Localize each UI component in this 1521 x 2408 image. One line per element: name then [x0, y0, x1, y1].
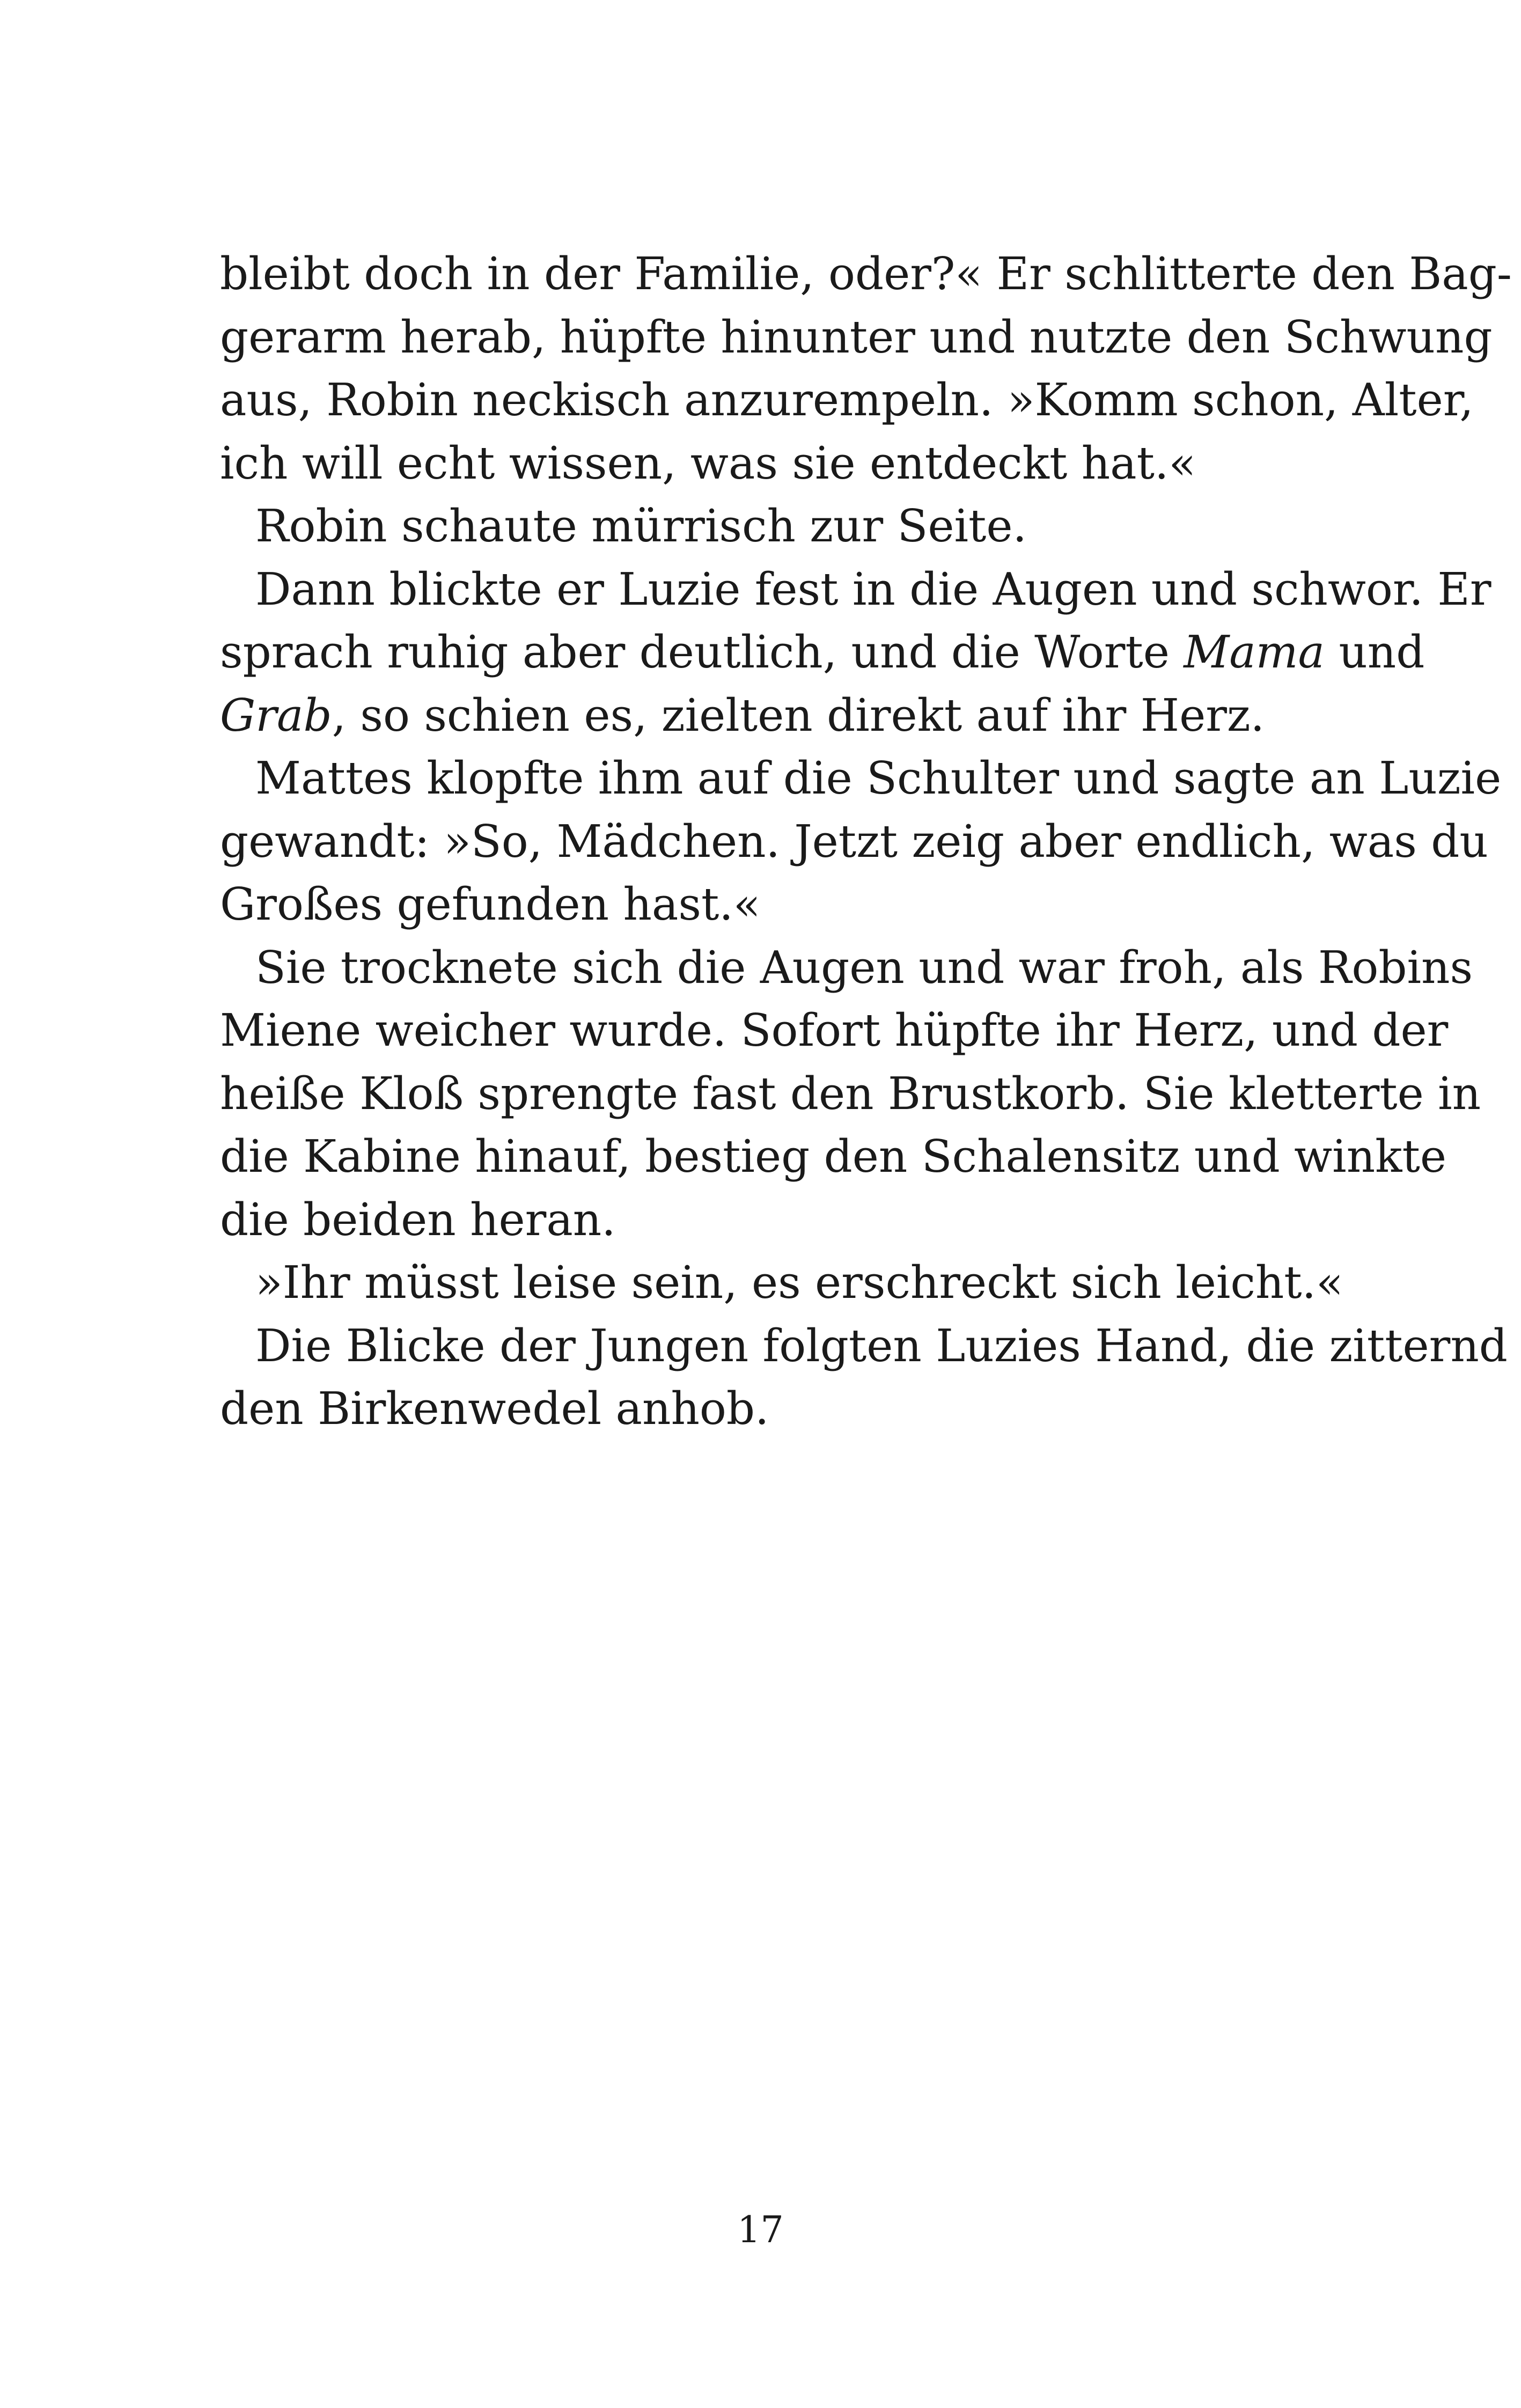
- text-line: aus, Robin neckisch anzurempeln. »Komm schon, Alter,: [220, 374, 1474, 426]
- text-line: Dann blickte er Luzie fest in die Augen und schwor. Er: [255, 563, 1491, 615]
- text-line: die beiden heran.: [220, 1193, 616, 1246]
- text-line: den Birkenwedel anhob.: [220, 1383, 769, 1435]
- text-line: ich will echt wissen, was sie entdeckt hat.«: [220, 437, 1196, 489]
- text-line: Grab, so schien es, zielten direkt auf ihr Herz.: [220, 689, 1265, 742]
- text-line: heiße Kloß sprengte fast den Brustkorb. Sie kletterte in: [220, 1067, 1481, 1120]
- emphasized-word: Grab: [220, 689, 332, 742]
- text-line: die Kabine hinauf, bestieg den Schalensitz und winkte: [220, 1130, 1446, 1183]
- emphasized-word: Mama: [1184, 626, 1325, 678]
- text-line: gerarm herab, hüpfte hinunter und nutzte den Schwung: [220, 311, 1493, 363]
- body-text: [220, 243, 1512, 1441]
- text-line: Robin schaute mürrisch zur Seite.: [255, 500, 1027, 552]
- text-line: Großes gefunden hast.«: [220, 878, 761, 930]
- text-line: Sie trocknete sich die Augen und war froh, als Robins: [255, 941, 1473, 994]
- page-number: 17: [737, 2209, 784, 2251]
- text-line: Die Blicke der Jungen folgten Luzies Hand, die zitternd: [255, 1319, 1508, 1372]
- text-line: sprach ruhig aber deutlich, und die Worte Mama und: [220, 626, 1425, 678]
- text-line: Miene weicher wurde. Sofort hüpfte ihr Herz, und der: [220, 1004, 1449, 1056]
- text-line: gewandt: »So, Mädchen. Jetzt zeig aber endlich, was du: [220, 815, 1488, 868]
- text-line: bleibt doch in der Familie, oder?« Er schlitterte den Bag-: [220, 248, 1512, 300]
- text-line: Mattes klopfte ihm auf die Schulter und sagte an Luzie: [255, 752, 1502, 804]
- text-line: »Ihr müsst leise sein, es erschreckt sich leicht.«: [255, 1257, 1343, 1309]
